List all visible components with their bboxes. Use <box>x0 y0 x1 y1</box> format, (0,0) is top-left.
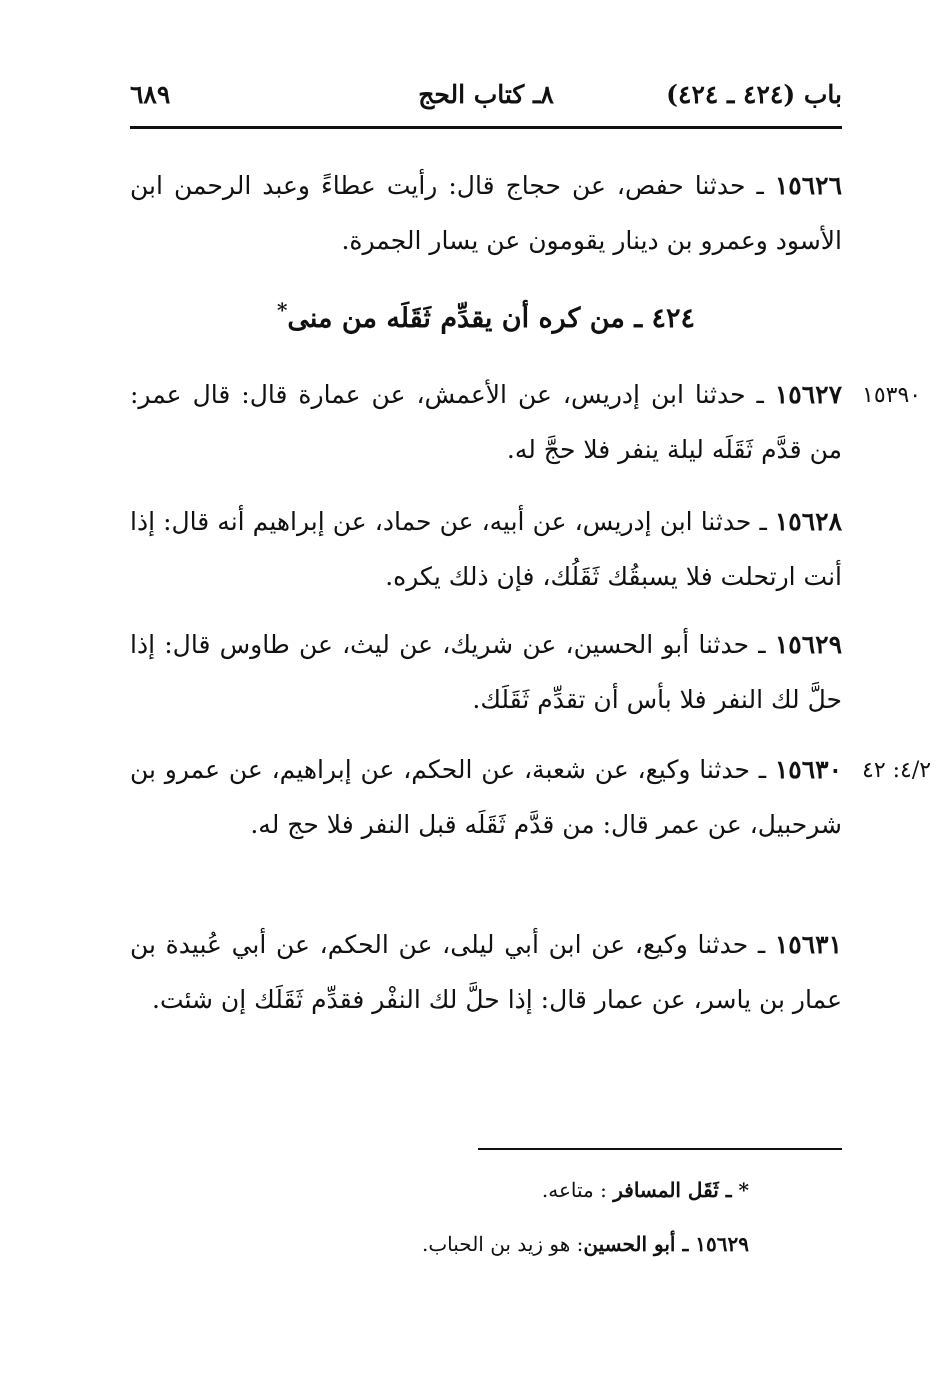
footnote <box>422 1232 749 1256</box>
hadith-paragraph <box>130 367 842 477</box>
hadith-paragraph <box>130 158 842 268</box>
section-title <box>130 298 842 334</box>
footnote-lead: ١٥٦٢٩ ـ أبو الحسين <box>583 1232 749 1256</box>
header-divider <box>130 126 842 129</box>
hadith-text: ـ حدثنا أبو الحسين، عن شريك، عن ليث، عن طاوس قال: إذا حلَّ لك النفر فلا بأس أن تقدِّم ثَقَلَك. <box>130 630 842 714</box>
hadith-text: ـ حدثنا وكيع، عن شعبة، عن الحكم، عن إبراهيم، عن عمرو بن شرحبيل، عن عمر قال: من قدَّم ثَقَلَه قبل النفر فلا حج له. <box>130 755 842 839</box>
book-title: ٨ـ كتاب الحج <box>418 80 554 109</box>
margin-reference: ١٥٣٩٠ <box>862 383 922 408</box>
footnote-divider <box>478 1148 842 1150</box>
hadith-paragraph <box>130 617 842 727</box>
hadith-number: ١٥٦٢٨ <box>774 507 842 536</box>
footnote-text: : هو زيد بن الحباب. <box>421 1232 584 1256</box>
hadith-text: ـ حدثنا ابن إدريس، عن الأعمش، عن عمارة قال: قال عمر: من قدَّم ثَقَلَه ليلة ينفر فلا حجَّ له. <box>130 380 842 464</box>
hadith-number: ١٥٦٣١ <box>774 930 842 959</box>
hadith-paragraph <box>130 917 842 1027</box>
footnote-lead: * ـ ثَقَل المسافر <box>613 1178 749 1202</box>
chapter-range: باب (٤٢٤ ـ ٤٢٤) <box>666 80 842 109</box>
footnote <box>542 1178 749 1202</box>
hadith-number: ١٥٦٢٧ <box>774 380 842 409</box>
footnote-text: : متاعه. <box>541 1178 614 1202</box>
hadith-number: ١٥٦٣٠ <box>774 755 842 784</box>
section-title-text: ٤٢٤ ـ من كره أن يقدِّم ثَقَلَه من منى <box>287 303 696 334</box>
hadith-number: ١٥٦٢٩ <box>774 630 842 659</box>
margin-reference: ٤/٢: ٤٢ <box>862 758 932 783</box>
hadith-text: ـ حدثنا حفص، عن حجاج قال: رأيت عطاءً وعبد الرحمن ابن الأسود وعمرو بن دينار يقومون عن يسار الجمرة. <box>130 171 842 255</box>
hadith-number: ١٥٦٢٦ <box>774 171 842 200</box>
page-number: ٦٨٩ <box>130 80 171 109</box>
section-title-footnote-marker: * <box>276 298 288 322</box>
hadith-text: ـ حدثنا ابن إدريس، عن أبيه، عن حماد، عن إبراهيم أنه قال: إذا أنت ارتحلت فلا يسبقُك ثَقَلُك، فإن ذلك يكره. <box>130 507 842 591</box>
hadith-paragraph <box>130 494 842 604</box>
hadith-text: ـ حدثنا وكيع، عن ابن أبي ليلى، عن الحكم، عن أبي عُبيدة بن عمار بن ياسر، عن عمار قال: إذا حلَّ لك النفْر فقدِّم ثَقَلَك إن شئت. <box>130 930 842 1014</box>
page-header <box>130 80 842 120</box>
hadith-paragraph <box>130 742 842 852</box>
